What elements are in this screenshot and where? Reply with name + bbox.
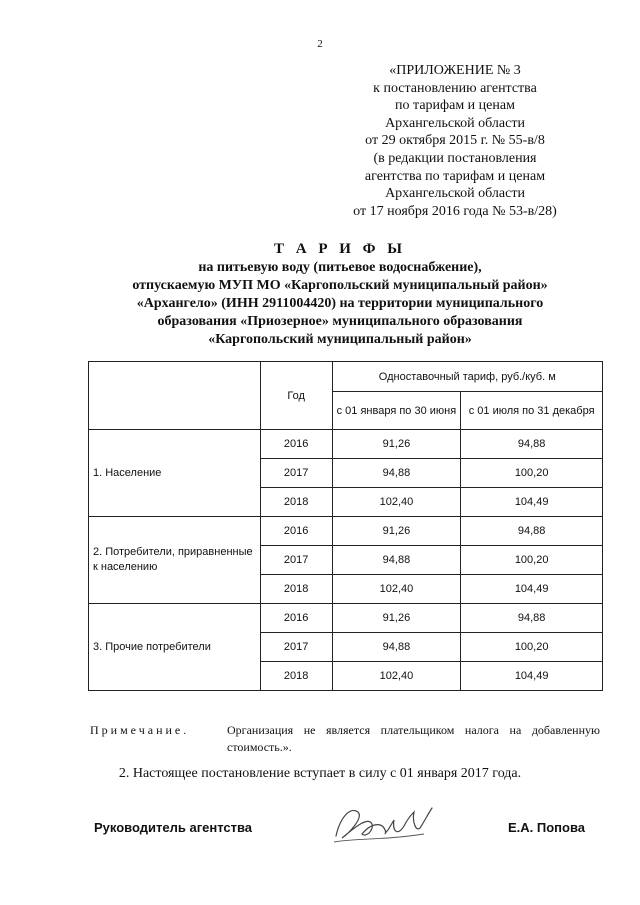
year-cell: 2017 bbox=[260, 459, 332, 488]
header-tariff: Одноставочный тариф, руб./куб. м bbox=[332, 362, 602, 392]
appendix-line: (в редакции постановления bbox=[373, 150, 537, 166]
value-cell: 94,88 bbox=[332, 459, 461, 488]
header-category bbox=[89, 362, 261, 430]
table-row bbox=[89, 604, 603, 633]
title-line: «Архангело» (ИНН 2911004420) на территории муниципального bbox=[136, 296, 544, 311]
value-cell: 94,88 bbox=[332, 546, 461, 575]
tariff-table bbox=[88, 361, 603, 691]
appendix-line: «ПРИЛОЖЕНИЕ № 3 bbox=[389, 63, 521, 78]
note-text: Организация не является плательщиком налога на добавленную стоимость.». bbox=[227, 723, 600, 754]
appendix-header bbox=[330, 62, 580, 220]
year-cell: 2016 bbox=[260, 430, 332, 459]
title-line: «Каргопольский муниципальный район» bbox=[208, 332, 472, 347]
value-cell: 104,49 bbox=[461, 575, 603, 604]
category-cell: 2. Потребители, приравненные к населению bbox=[89, 517, 261, 604]
title-line: отпускаемую МУП МО «Каргопольский муниципальный район» bbox=[132, 278, 548, 293]
value-cell: 102,40 bbox=[332, 488, 461, 517]
appendix-line: Архангельской области bbox=[385, 186, 525, 202]
table-row bbox=[89, 517, 603, 546]
table-row bbox=[89, 430, 603, 459]
appendix-line: от 17 ноября 2016 года № 53-в/28) bbox=[353, 203, 557, 219]
year-cell: 2018 bbox=[260, 662, 332, 691]
value-cell: 94,88 bbox=[461, 604, 603, 633]
header-year: Год bbox=[260, 362, 332, 430]
title-heading: Т А Р И Ф Ы bbox=[273, 241, 407, 257]
value-cell: 91,26 bbox=[332, 430, 461, 459]
value-cell: 104,49 bbox=[461, 488, 603, 517]
note-label: Примечание. bbox=[90, 723, 190, 737]
year-cell: 2018 bbox=[260, 488, 332, 517]
header-period-1: с 01 января по 30 июня bbox=[332, 392, 461, 430]
appendix-line: от 29 октября 2015 г. № 55-в/8 bbox=[365, 133, 545, 149]
appendix-line: по тарифам и ценам bbox=[395, 98, 515, 114]
value-cell: 100,20 bbox=[461, 546, 603, 575]
handwritten-signature bbox=[328, 798, 448, 848]
value-cell: 100,20 bbox=[461, 459, 603, 488]
value-cell: 94,88 bbox=[461, 430, 603, 459]
appendix-line: агентства по тарифам и ценам bbox=[364, 168, 546, 184]
year-cell: 2017 bbox=[260, 633, 332, 662]
value-cell: 94,88 bbox=[332, 633, 461, 662]
year-cell: 2016 bbox=[260, 517, 332, 546]
year-cell: 2017 bbox=[260, 546, 332, 575]
value-cell: 102,40 bbox=[332, 662, 461, 691]
decree-paragraph: 2. Настоящее постановление вступает в силу с 01 января 2017 года. bbox=[118, 766, 522, 781]
value-cell: 94,88 bbox=[461, 517, 603, 546]
appendix-line: к постановлению агентства bbox=[373, 80, 537, 96]
page-number: 2 bbox=[317, 38, 323, 50]
signatory-position: Руководитель агентства bbox=[94, 820, 253, 835]
table-header-row bbox=[89, 362, 603, 392]
signatory-name: Е.А. Попова bbox=[508, 820, 586, 835]
category-cell: 3. Прочие потребители bbox=[89, 604, 261, 691]
year-cell: 2018 bbox=[260, 575, 332, 604]
title-line: на питьевую воду (питьевое водоснабжение), bbox=[198, 260, 482, 275]
appendix-line: Архангельской области bbox=[385, 115, 525, 131]
value-cell: 100,20 bbox=[461, 633, 603, 662]
year-cell: 2016 bbox=[260, 604, 332, 633]
title-line: образования «Приозерное» муниципального образования bbox=[157, 314, 523, 329]
document-title bbox=[40, 240, 640, 349]
value-cell: 91,26 bbox=[332, 604, 461, 633]
value-cell: 91,26 bbox=[332, 517, 461, 546]
value-cell: 102,40 bbox=[332, 575, 461, 604]
value-cell: 104,49 bbox=[461, 662, 603, 691]
header-period-2: с 01 июля по 31 декабря bbox=[461, 392, 603, 430]
category-cell: 1. Население bbox=[89, 430, 261, 517]
